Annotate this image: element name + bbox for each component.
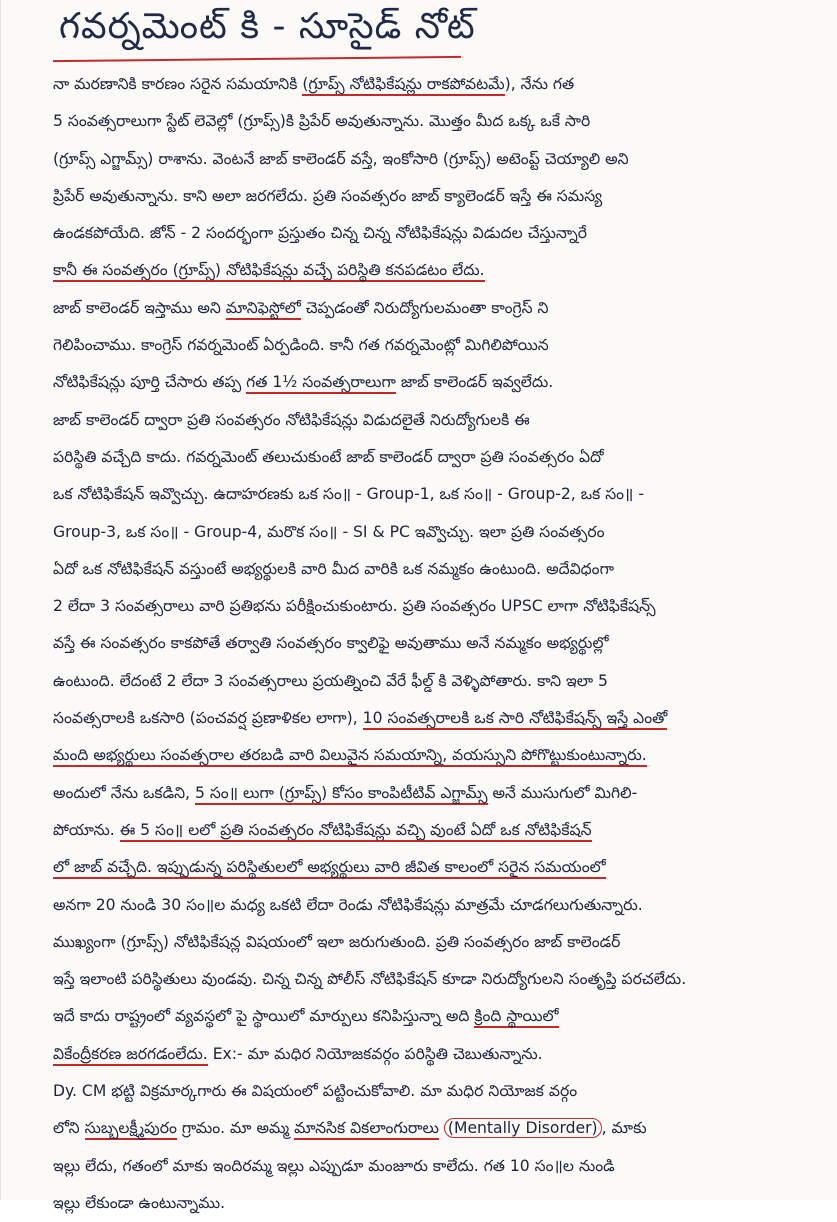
underlined-text: మంది అభ్యర్థులు సంవత్సరాల తరబడి వారి విలువైన సమయాన్ని, వయస్సుని పోగొట్టుకుంటున్నారు. xyxy=(53,746,647,767)
letter-line xyxy=(53,364,828,401)
letter-line xyxy=(53,849,828,886)
letter-line xyxy=(53,1185,828,1222)
line-text: ఇదే కాదు రాష్ట్రంలో వ్యవస్థలో పై స్థాయిలో మార్పులు కనిపిస్తున్నా అది xyxy=(53,1007,475,1026)
letter-line xyxy=(53,700,828,737)
letter-line xyxy=(53,514,828,551)
letter-body xyxy=(53,66,828,1222)
line-text: అనే ముసుగులో మిగిలి- xyxy=(487,783,638,802)
letter-line xyxy=(53,103,828,140)
line-text: ఇస్తే ఇలాంటి పరిస్థితులు వుండవు. చిన్న చిన్న పోలీస్ నోటిఫికేషన్ కూడా నిరుద్యోగులని సంతృప్తి పరచలేదు. xyxy=(53,970,687,989)
line-text: ఒక నోటిఫికేషన్ ఇవ్వొచ్చు. ఉదాహరణకు ఒక సం॥ - Group-1, ఒక సం॥ - Group-2, ఒక సం॥ - xyxy=(53,485,644,504)
letter-title: గవర్నమెంట్ కి - సూసైడ్ నోట్ xyxy=(59,6,476,47)
letter-line xyxy=(53,1073,828,1110)
title-underline xyxy=(53,56,461,62)
line-text: అనగా 20 నుండి 30 సం॥ల మధ్య ఒకటి లేదా రెండు నోటిఫికేషన్లు మాత్రమే చూడగలుగుతున్నారు. xyxy=(53,895,643,914)
line-text: జాబ్ కాలెండర్ ద్వారా ప్రతి సంవత్సరం నోటిఫికేషన్లు విడుదలైతే నిరుద్యోగులకి ఈ xyxy=(53,410,530,429)
underlined-text: సుబ్బలక్ష్మీపురం xyxy=(85,1119,177,1140)
underlined-text: (గ్రూప్స్ నోటిఫికేషన్లు రాకపోవటమే xyxy=(302,75,504,96)
line-text: వస్తే ఈ సంవత్సరం కాకపోతే తర్వాతి సంవత్సరం క్వాలిఫై అవుతాము అనే నమ్మకం అభ్యర్థుల్లో xyxy=(53,634,609,653)
underlined-text: మానిఫెస్టోలో xyxy=(226,299,301,320)
underlined-text: ఈ 5 సం॥ లలో ప్రతి సంవత్సరం నోటిఫికేషన్లు వచ్చి వుంటే ఏదో ఒక నోటిఫికేషన్ xyxy=(120,821,592,842)
circled-text: (Mentally Disorder) xyxy=(444,1118,602,1138)
letter-line xyxy=(53,924,828,961)
line-text: ప్రిపేర్ అవుతున్నాను. కాని అలా జరగలేదు. ప్రతి సంవత్సరం జాబ్ క్యాలెండర్ ఇస్తే ఈ సమస్య xyxy=(53,186,603,205)
letter-line xyxy=(53,551,828,588)
line-text: ఏదో ఒక నోటిఫికేషన్ వస్తుంటే అభ్యర్థులకి వారి మీద వారికి ఒక నమ్మకం ఉంటుంది. అదేవిధంగా xyxy=(53,559,614,578)
line-text: ), నేను గత xyxy=(504,75,575,93)
letter-line xyxy=(53,812,828,849)
line-text: (గ్రూప్స్ ఎగ్జామ్స్) రాశాను. వెంటనే జాబ్ కాలెండర్ వస్తే, ఇంకోసారి (గ్రూప్స్) అటెంప్ట్ చెయ్యాలి అని xyxy=(53,149,629,168)
line-text: పోయాను. xyxy=(53,820,120,839)
line-text: జాబ్ కాలెండర్ ఇస్తాము అని xyxy=(53,298,226,317)
underlined-text: కానీ ఈ సంవత్సరం (గ్రూప్స్) నోటిఫికేషన్లు వచ్చే పరిస్థితి కనపడటం లేదు. xyxy=(53,261,485,282)
letter-line xyxy=(53,252,828,289)
letter-line xyxy=(53,1110,828,1147)
line-text: , మాకు xyxy=(601,1119,647,1138)
underlined-text: గత 1½ సంవత్సరాలుగా xyxy=(246,373,396,394)
line-text: సంవత్సరాలకి ఒకసారి (పంచవర్ష ప్రణాళికల లాగా), xyxy=(53,709,363,728)
letter-line xyxy=(53,476,828,513)
letter-line xyxy=(53,588,828,625)
line-text: పరిస్థితి వచ్చేది కాదు. గవర్నమెంట్ తలుచుకుంటే జాబ్ కాలెండర్ ద్వారా ప్రతి సంవత్సరం ఏదో xyxy=(53,447,604,466)
letter-line xyxy=(53,737,828,774)
line-text: Dy. CM భట్టి విక్రమార్కగారు ఈ విషయంలో పట్టించుకోవాలి. మా మధిర నియోజక వర్గం xyxy=(53,1082,578,1101)
underlined-text: 10 సంవత్సరాలకి ఒక సారి నోటిఫికేషన్స్ ఇస్తే ఎంతో xyxy=(363,709,668,730)
line-text: ఇల్లు లేదు, గతంలో మాకు ఇందిరమ్మ ఇల్లు ఎప్పుడూ మంజూరు కాలేదు. గత 10 సం॥ల నుండి xyxy=(53,1156,615,1175)
letter-line xyxy=(53,178,828,215)
line-text: 5 సంవత్సరాలుగా స్టేట్ లెవెల్లో (గ్రూప్స్)కి ప్రిపేర్ అవుతున్నాను. మొత్తం మీద ఒక్క ఒకే సారి xyxy=(53,112,591,131)
letter-line xyxy=(53,66,828,103)
letter-line xyxy=(53,215,828,252)
line-text: లోని xyxy=(53,1119,85,1138)
line-text: చెప్పడంతో నిరుద్యోగులమంతా కాంగ్రెస్ ని xyxy=(300,298,549,317)
line-text: Group-3, ఒక సం॥ - Group-4, మరొక సం॥ - SI & PC ఇవ్వొచ్చు. ఇలా ప్రతి సంవత్సరం xyxy=(53,522,605,541)
line-text: గెలిపించాము. కాంగ్రెస్ గవర్నమెంట్ ఏర్పడింది. కానీ గత గవర్నమెంట్లో మిగిలిపోయిన xyxy=(53,336,549,355)
line-text: ఇల్లు లేకుండా ఉంటున్నాము. xyxy=(53,1193,226,1212)
letter-line xyxy=(53,887,828,924)
line-text: ఉంటుంది. లేదంటే 2 లేదా 3 సంవత్సరాలు ప్రయత్నించి వేరే ఫీల్డ్ కి వెళ్ళిపోతారు. కాని ఇలా 5 xyxy=(53,671,608,690)
letter-line xyxy=(53,141,828,178)
underlined-text: 5 సం॥ లుగా (గ్రూప్స్) కోసం కాంపిటీటివ్ ఎగ్జామ్స్ xyxy=(195,784,488,805)
letter-line xyxy=(53,327,828,364)
underlined-text: వికేంద్రీకరణ జరగడంలేదు. xyxy=(53,1045,208,1066)
letter-line xyxy=(53,1036,828,1073)
line-text: ముఖ్యంగా (గ్రూప్స్) నోటిఫికేషన్ల విషయంలో ఇలా జరుగుతుంది. ప్రతి సంవత్సరం జాబ్ కాలెండర్ xyxy=(53,932,621,951)
line-text: నా మరణానికి కారణం సరైన సమయానికి xyxy=(53,75,303,93)
letter-line xyxy=(53,1148,828,1185)
line-text: Ex:- మా మధిర నియోజకవర్గం పరిస్థితి చెబుతున్నాను. xyxy=(207,1044,543,1063)
underlined-text: క్రింది స్థాయిలో xyxy=(474,1007,558,1028)
letter-line xyxy=(53,402,828,439)
underlined-text: మానసిక వికలాంగురాలు xyxy=(294,1119,439,1140)
line-text: 2 లేదా 3 సంవత్సరాలు వారి ప్రతిభను పరీక్షించుకుంటారు. ప్రతి సంవత్సరం UPSC లాగా నోటిఫికేషన్స్ xyxy=(53,597,656,616)
line-text: ఉండకపోయేది. జోన్ - 2 సందర్భంగా ప్రస్తుతం చిన్న చిన్న నోటిఫికేషన్లు విడుదల చేస్తున్నారే xyxy=(53,224,588,243)
line-text: జాబ్ కాలెండర్ ఇవ్వలేదు. xyxy=(395,373,554,392)
line-text: నోటిఫికేషన్లు పూర్తి చేసారు తప్ప xyxy=(53,373,247,392)
line-text: అందులో నేను ఒకడిని, xyxy=(53,783,195,802)
letter-line xyxy=(53,775,828,812)
letter-line xyxy=(53,290,828,327)
letter-line xyxy=(53,961,828,998)
letter-line xyxy=(53,439,828,476)
underlined-text: లో జాబ్ వచ్చేది. ఇప్పుడున్న పరిస్థితులలో అభ్యర్థులు వారి జీవిత కాలంలో సరైన సమయంలో xyxy=(53,858,606,879)
line-text: గ్రామం. మా అమ్మ xyxy=(176,1119,295,1138)
letter-line xyxy=(53,625,828,662)
letter-line xyxy=(53,663,828,700)
letter-line xyxy=(53,998,828,1035)
